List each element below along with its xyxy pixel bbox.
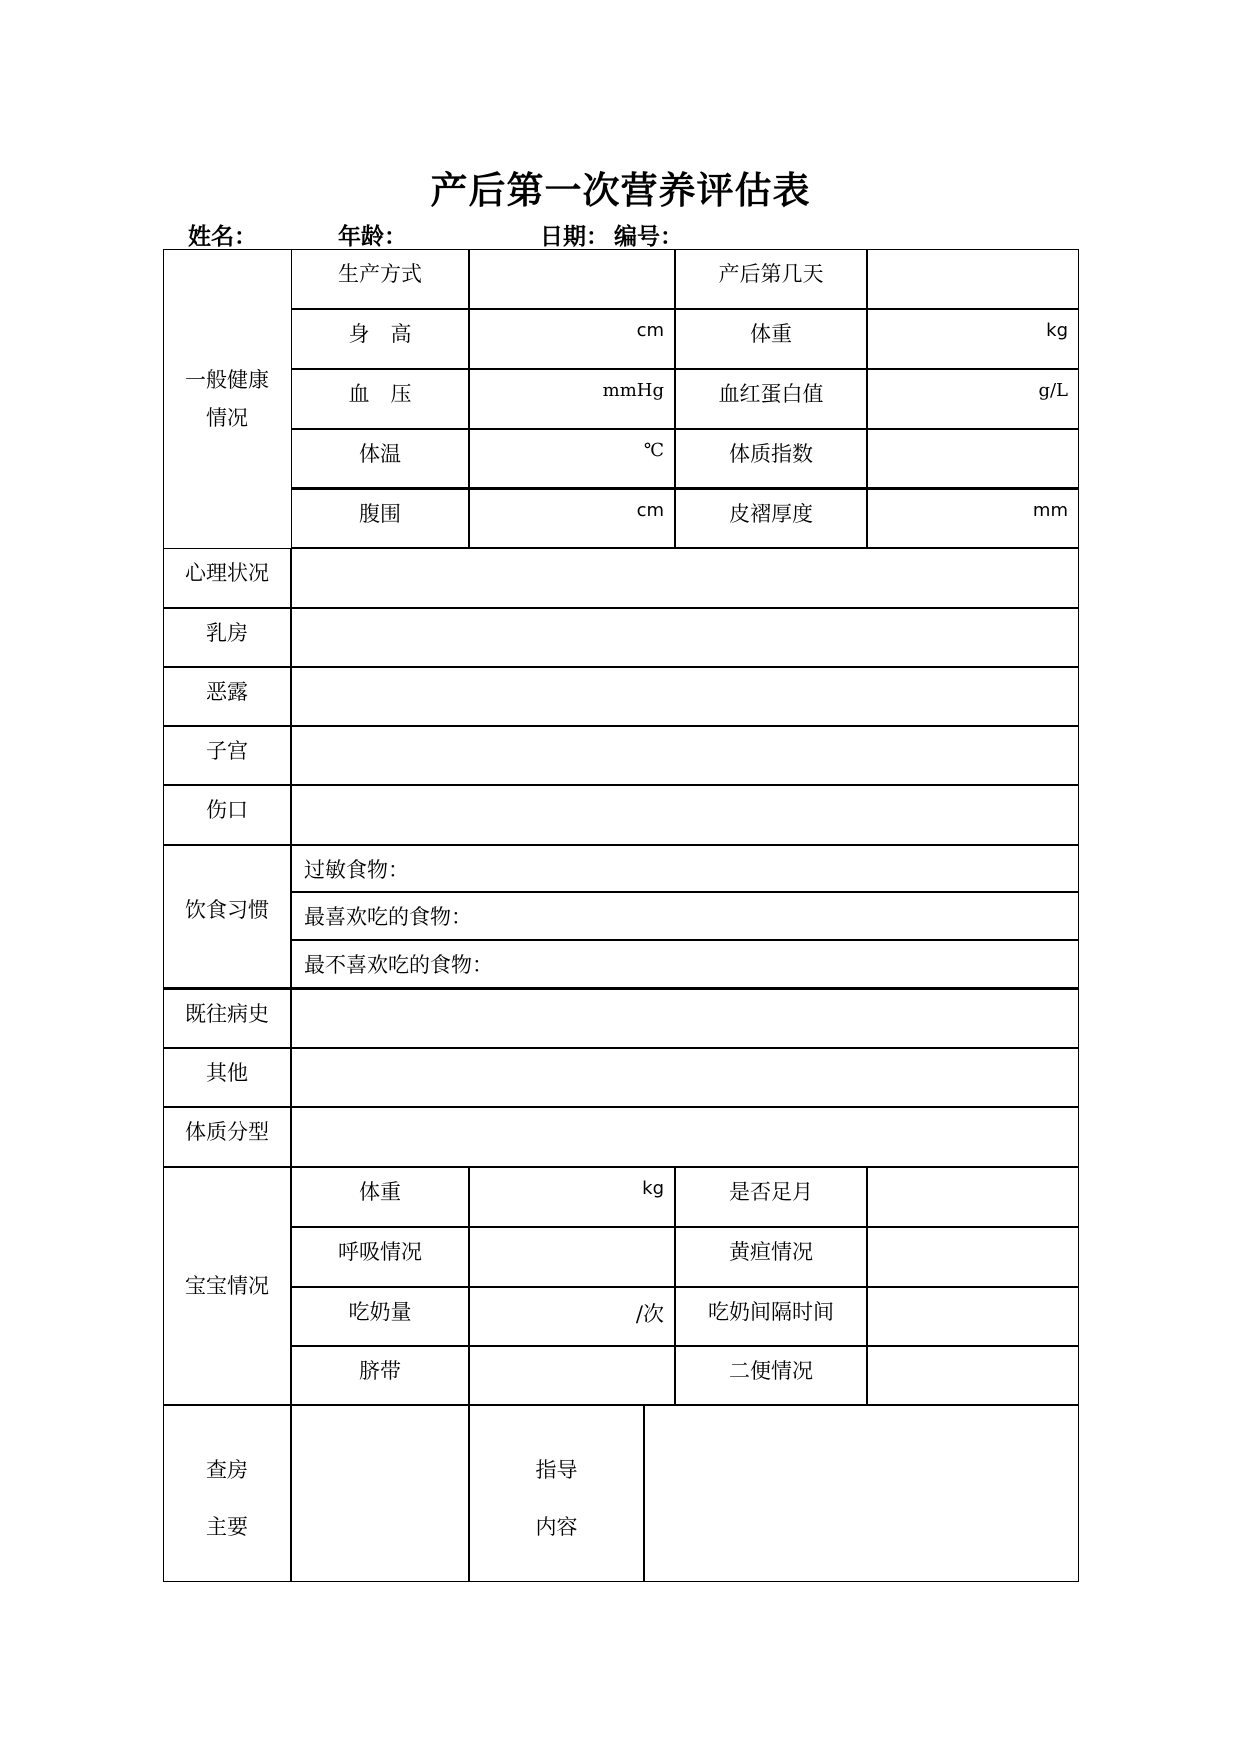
blood-pressure-field[interactable]: mmHg bbox=[469, 369, 675, 429]
uterus-field[interactable] bbox=[291, 726, 1079, 785]
jaundice-field[interactable] bbox=[867, 1227, 1079, 1287]
hemoglobin-label: 血红蛋白值 bbox=[675, 369, 867, 429]
breathing-label: 呼吸情况 bbox=[291, 1227, 469, 1287]
hemoglobin-field[interactable]: g/L bbox=[867, 369, 1079, 429]
diet-habits-label: 饮食习惯 bbox=[163, 845, 291, 988]
general-health-label-line2: 情况 bbox=[206, 405, 248, 430]
full-term-field[interactable] bbox=[867, 1167, 1079, 1227]
blood-pressure-label: 血 压 bbox=[291, 369, 469, 429]
umbilical-cord-field[interactable] bbox=[469, 1346, 675, 1405]
bmi-label: 体质指数 bbox=[675, 429, 867, 488]
constitution-type-label: 体质分型 bbox=[163, 1107, 291, 1167]
wound-label: 伤口 bbox=[163, 785, 291, 845]
guidance-label-line2: 内容 bbox=[535, 1514, 578, 1539]
rounds-label-line1: 查房 bbox=[206, 1457, 248, 1482]
weight-label: 体重 bbox=[675, 309, 867, 369]
milk-amount-field[interactable]: /次 bbox=[469, 1287, 675, 1346]
skinfold-label: 皮褶厚度 bbox=[675, 488, 867, 548]
bmi-field[interactable] bbox=[867, 429, 1079, 488]
waist-label: 腹围 bbox=[291, 488, 469, 548]
breast-field[interactable] bbox=[291, 608, 1079, 667]
favorite-foods-field[interactable]: 最喜欢吃的食物： bbox=[291, 892, 1079, 940]
breast-label: 乳房 bbox=[163, 608, 291, 667]
temperature-field[interactable]: ℃ bbox=[469, 429, 675, 488]
uterus-label: 子宫 bbox=[163, 726, 291, 785]
delivery-method-label: 生产方式 bbox=[291, 249, 469, 309]
mental-status-field[interactable] bbox=[291, 548, 1079, 608]
full-term-label: 是否足月 bbox=[675, 1167, 867, 1227]
waist-field[interactable]: cm bbox=[469, 488, 675, 548]
milk-amount-label: 吃奶量 bbox=[291, 1287, 469, 1346]
form-title: 产后第一次营养评估表 bbox=[430, 168, 811, 212]
baby-status-label: 宝宝情况 bbox=[185, 1274, 269, 1298]
breathing-field[interactable] bbox=[469, 1227, 675, 1287]
postpartum-day-label: 产后第几天 bbox=[675, 249, 867, 309]
other-label: 其他 bbox=[163, 1048, 291, 1107]
age-label: 年龄： bbox=[338, 223, 407, 250]
height-label: 身 高 bbox=[291, 309, 469, 369]
guidance-content-field[interactable] bbox=[644, 1405, 1079, 1582]
baby-weight-field[interactable]: kg bbox=[469, 1167, 675, 1227]
rounds-main-section bbox=[163, 1405, 291, 1582]
feeding-interval-field[interactable] bbox=[867, 1287, 1079, 1346]
other-field[interactable] bbox=[291, 1048, 1079, 1107]
delivery-method-field[interactable] bbox=[469, 249, 675, 309]
skinfold-field[interactable]: mm bbox=[867, 488, 1079, 548]
lochia-field[interactable] bbox=[291, 667, 1079, 726]
guidance-label-line1: 指导 bbox=[535, 1457, 578, 1482]
general-health-label-line1: 一般健康 bbox=[185, 367, 269, 392]
name-label: 姓名： bbox=[188, 223, 257, 250]
temperature-label: 体温 bbox=[291, 429, 469, 488]
feeding-interval-label: 吃奶间隔时间 bbox=[675, 1287, 867, 1346]
constitution-type-field[interactable] bbox=[291, 1107, 1079, 1167]
jaundice-label: 黄疸情况 bbox=[675, 1227, 867, 1287]
stool-status-field[interactable] bbox=[867, 1346, 1079, 1405]
guidance-content-section bbox=[469, 1405, 644, 1582]
stool-status-label: 二便情况 bbox=[675, 1346, 867, 1405]
lochia-label: 恶露 bbox=[163, 667, 291, 726]
baby-weight-label: 体重 bbox=[291, 1167, 469, 1227]
medical-history-label: 既往病史 bbox=[163, 988, 291, 1048]
date-label: 日期： bbox=[540, 223, 609, 250]
least-favorite-foods-field[interactable]: 最不喜欢吃的食物： bbox=[291, 940, 1079, 988]
medical-history-field[interactable] bbox=[291, 988, 1079, 1048]
mental-status-label: 心理状况 bbox=[163, 548, 291, 608]
weight-field[interactable]: kg bbox=[867, 309, 1079, 369]
rounds-main-field[interactable] bbox=[291, 1405, 469, 1582]
number-label: 编号： bbox=[614, 223, 683, 250]
baby-status-section bbox=[163, 1167, 291, 1405]
assessment-table bbox=[163, 249, 1079, 1582]
wound-field[interactable] bbox=[291, 785, 1079, 845]
rounds-label-line2: 主要 bbox=[206, 1514, 248, 1539]
general-health-section bbox=[163, 249, 291, 548]
umbilical-cord-label: 脐带 bbox=[291, 1346, 469, 1405]
height-field[interactable]: cm bbox=[469, 309, 675, 369]
postpartum-day-field[interactable] bbox=[867, 249, 1079, 309]
allergy-foods-field[interactable]: 过敏食物： bbox=[291, 845, 1079, 892]
